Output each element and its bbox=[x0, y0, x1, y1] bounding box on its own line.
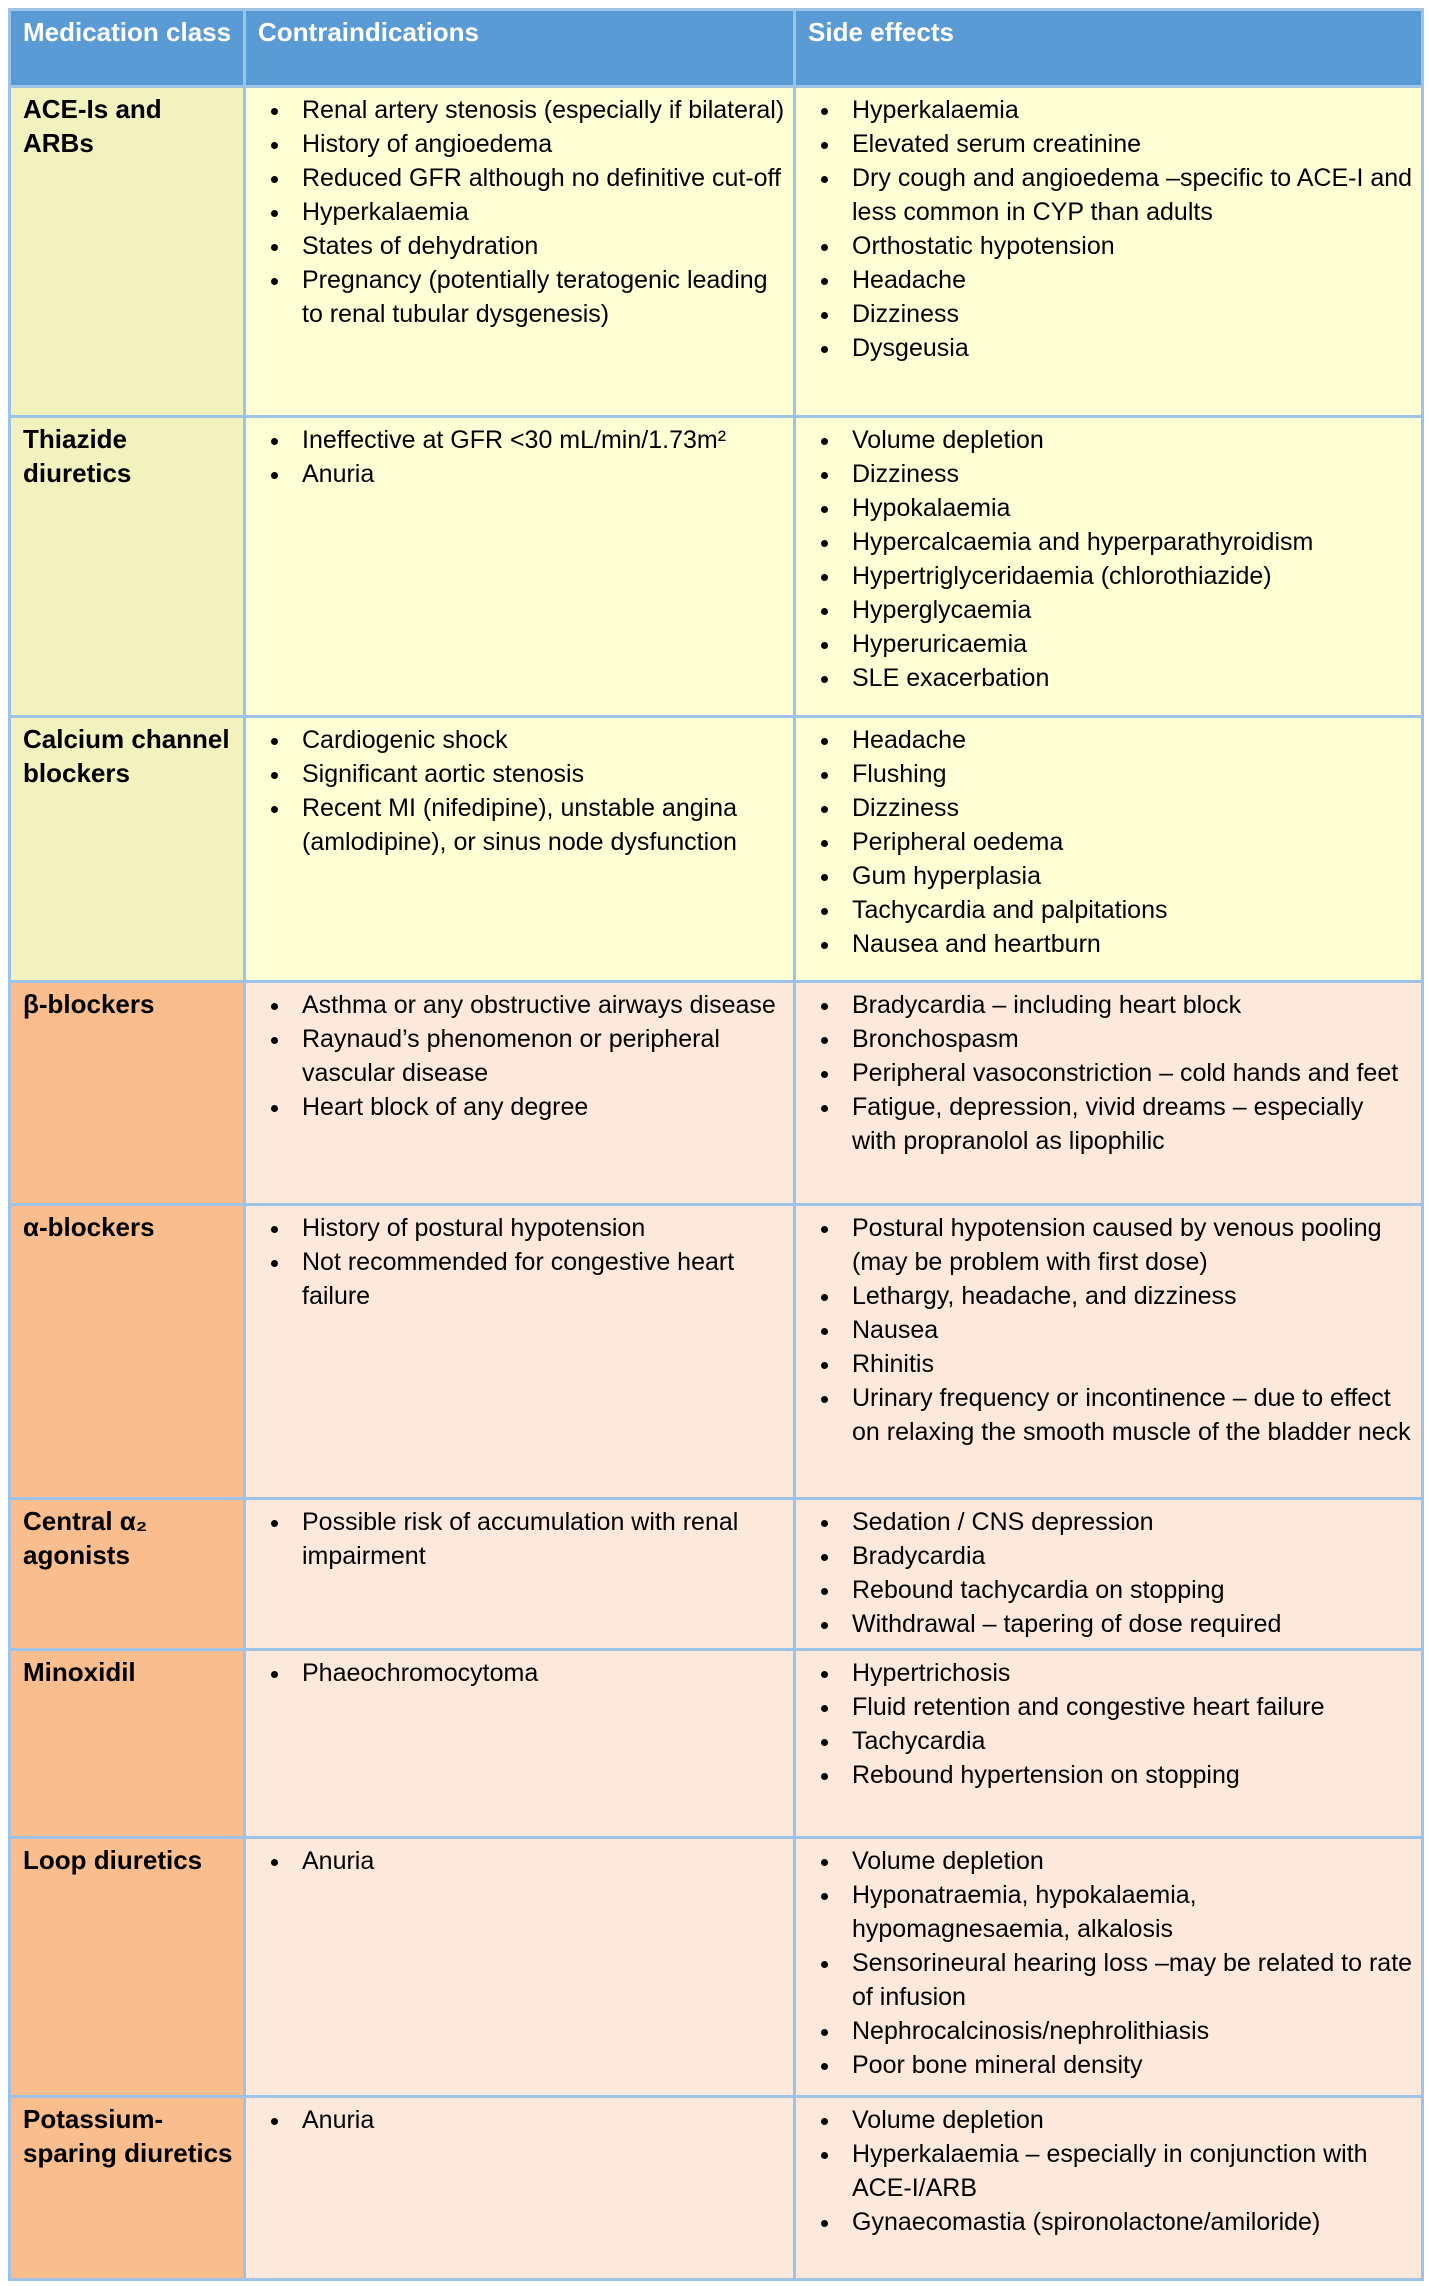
bullet-item: • Orthostatic hypotension bbox=[842, 229, 1413, 263]
table-body bbox=[10, 87, 1423, 2280]
bullet-item: • History of angioedema bbox=[292, 127, 785, 161]
side-effects-cell bbox=[795, 1650, 1423, 1838]
header-medication-class: Medication class bbox=[10, 10, 245, 87]
side-effects-list bbox=[796, 93, 1413, 365]
bullet-item: • Sensorineural hearing loss –may be related to rate of infusion bbox=[842, 1946, 1413, 2014]
bullet-item: • Asthma or any obstructive airways disease bbox=[292, 988, 785, 1022]
contraindications-cell bbox=[245, 1205, 795, 1499]
table-row bbox=[10, 417, 1423, 717]
table-row bbox=[10, 717, 1423, 982]
side-effects-list bbox=[796, 1211, 1413, 1449]
bullet-item: • Peripheral vasoconstriction – cold hands and feet bbox=[842, 1056, 1413, 1090]
contraindications-cell bbox=[245, 87, 795, 417]
bullet-item: • Fluid retention and congestive heart failure bbox=[842, 1690, 1413, 1724]
table-row bbox=[10, 1650, 1423, 1838]
bullet-item: • Cardiogenic shock bbox=[292, 723, 785, 757]
bullet-item: • Anuria bbox=[292, 1844, 785, 1878]
contraindications-cell bbox=[245, 1499, 795, 1650]
medication-class-cell: Central α₂ agonists bbox=[10, 1499, 245, 1650]
bullet-item: • Headache bbox=[842, 723, 1413, 757]
bullet-item: • Anuria bbox=[292, 2103, 785, 2137]
bullet-item: • Pregnancy (potentially teratogenic leading to renal tubular dysgenesis) bbox=[292, 263, 785, 331]
bullet-item: • Phaeochromocytoma bbox=[292, 1656, 785, 1690]
bullet-item: • Lethargy, headache, and dizziness bbox=[842, 1279, 1413, 1313]
contraindications-list bbox=[246, 2103, 785, 2137]
medication-class-cell: ACE-Is and ARBs bbox=[10, 87, 245, 417]
bullet-item: • Bronchospasm bbox=[842, 1022, 1413, 1056]
table-row bbox=[10, 1205, 1423, 1499]
side-effects-cell bbox=[795, 417, 1423, 717]
side-effects-list bbox=[796, 1656, 1413, 1792]
side-effects-list bbox=[796, 423, 1413, 695]
bullet-item: • Renal artery stenosis (especially if bilateral) bbox=[292, 93, 785, 127]
bullet-item: • Poor bone mineral density bbox=[842, 2048, 1413, 2082]
bullet-item: • Urinary frequency or incontinence – due to effect on relaxing the smooth muscle of the bladder neck bbox=[842, 1381, 1413, 1449]
bullet-item: • Tachycardia and palpitations bbox=[842, 893, 1413, 927]
bullet-item: • Hypercalcaemia and hyperparathyroidism bbox=[842, 525, 1413, 559]
bullet-item: • History of postural hypotension bbox=[292, 1211, 785, 1245]
bullet-item: • Volume depletion bbox=[842, 2103, 1413, 2137]
medication-table bbox=[8, 8, 1424, 2281]
side-effects-list bbox=[796, 1844, 1413, 2082]
bullet-item: • Recent MI (nifedipine), unstable angina (amlodipine), or sinus node dysfunction bbox=[292, 791, 785, 859]
bullet-item: • Bradycardia bbox=[842, 1539, 1413, 1573]
bullet-item: • Dry cough and angioedema –specific to ACE-I and less common in CYP than adults bbox=[842, 161, 1413, 229]
bullet-item: • Hyperglycaemia bbox=[842, 593, 1413, 627]
bullet-item: • Nausea bbox=[842, 1313, 1413, 1347]
contraindications-cell bbox=[245, 417, 795, 717]
bullet-item: • Withdrawal – tapering of dose required bbox=[842, 1607, 1413, 1641]
bullet-item: • Possible risk of accumulation with renal impairment bbox=[292, 1505, 785, 1573]
contraindications-cell bbox=[245, 1838, 795, 2097]
bullet-item: • Hyperkalaemia – especially in conjunction with ACE-I/ARB bbox=[842, 2137, 1413, 2205]
bullet-item: • Tachycardia bbox=[842, 1724, 1413, 1758]
contraindications-list bbox=[246, 1656, 785, 1690]
medication-class-cell: Potassium-sparing diuretics bbox=[10, 2097, 245, 2280]
medication-class-cell: α-blockers bbox=[10, 1205, 245, 1499]
bullet-item: • Volume depletion bbox=[842, 423, 1413, 457]
side-effects-cell bbox=[795, 1205, 1423, 1499]
side-effects-cell bbox=[795, 1499, 1423, 1650]
bullet-item: • Postural hypotension caused by venous pooling (may be problem with first dose) bbox=[842, 1211, 1413, 1279]
bullet-item: • Elevated serum creatinine bbox=[842, 127, 1413, 161]
bullet-item: • Volume depletion bbox=[842, 1844, 1413, 1878]
table-header bbox=[10, 10, 1423, 87]
side-effects-list bbox=[796, 2103, 1413, 2239]
table-row bbox=[10, 982, 1423, 1205]
contraindications-cell bbox=[245, 2097, 795, 2280]
table-row bbox=[10, 1499, 1423, 1650]
bullet-item: • Ineffective at GFR <30 mL/min/1.73m² bbox=[292, 423, 785, 457]
side-effects-cell bbox=[795, 87, 1423, 417]
bullet-item: • Dizziness bbox=[842, 297, 1413, 331]
bullet-item: • Rhinitis bbox=[842, 1347, 1413, 1381]
bullet-item: • Flushing bbox=[842, 757, 1413, 791]
side-effects-cell bbox=[795, 2097, 1423, 2280]
bullet-item: • Dizziness bbox=[842, 457, 1413, 491]
side-effects-list bbox=[796, 1505, 1413, 1641]
side-effects-cell bbox=[795, 982, 1423, 1205]
medication-class-cell: Loop diuretics bbox=[10, 1838, 245, 2097]
bullet-item: • States of dehydration bbox=[292, 229, 785, 263]
bullet-item: • Not recommended for congestive heart failure bbox=[292, 1245, 785, 1313]
bullet-item: • Rebound hypertension on stopping bbox=[842, 1758, 1413, 1792]
bullet-item: • Hyponatraemia, hypokalaemia, hypomagnesaemia, alkalosis bbox=[842, 1878, 1413, 1946]
bullet-item: • Gum hyperplasia bbox=[842, 859, 1413, 893]
medication-class-cell: β-blockers bbox=[10, 982, 245, 1205]
header-side-effects: Side effects bbox=[795, 10, 1423, 87]
contraindications-cell bbox=[245, 982, 795, 1205]
bullet-item: • Headache bbox=[842, 263, 1413, 297]
contraindications-list bbox=[246, 988, 785, 1124]
bullet-item: • Heart block of any degree bbox=[292, 1090, 785, 1124]
bullet-item: • Reduced GFR although no definitive cut-off bbox=[292, 161, 785, 195]
bullet-item: • Bradycardia – including heart block bbox=[842, 988, 1413, 1022]
bullet-item: • Sedation / CNS depression bbox=[842, 1505, 1413, 1539]
medication-class-cell: Minoxidil bbox=[10, 1650, 245, 1838]
contraindications-list bbox=[246, 1505, 785, 1573]
bullet-item: • Rebound tachycardia on stopping bbox=[842, 1573, 1413, 1607]
bullet-item: • Fatigue, depression, vivid dreams – especially with propranolol as lipophilic bbox=[842, 1090, 1413, 1158]
table-row bbox=[10, 1838, 1423, 2097]
medication-class-cell: Thiazide diuretics bbox=[10, 417, 245, 717]
side-effects-list bbox=[796, 988, 1413, 1158]
contraindications-list bbox=[246, 93, 785, 331]
bullet-item: • Dizziness bbox=[842, 791, 1413, 825]
bullet-item: • Nausea and heartburn bbox=[842, 927, 1413, 961]
header-row bbox=[10, 10, 1423, 87]
bullet-item: • SLE exacerbation bbox=[842, 661, 1413, 695]
contraindications-list bbox=[246, 423, 785, 491]
header-contraindications: Contraindications bbox=[245, 10, 795, 87]
bullet-item: • Significant aortic stenosis bbox=[292, 757, 785, 791]
contraindications-list bbox=[246, 1844, 785, 1878]
side-effects-cell bbox=[795, 1838, 1423, 2097]
bullet-item: • Hypertriglyceridaemia (chlorothiazide) bbox=[842, 559, 1413, 593]
table-row bbox=[10, 2097, 1423, 2280]
contraindications-cell bbox=[245, 1650, 795, 1838]
bullet-item: • Hypokalaemia bbox=[842, 491, 1413, 525]
side-effects-list bbox=[796, 723, 1413, 961]
table-row bbox=[10, 87, 1423, 417]
side-effects-cell bbox=[795, 717, 1423, 982]
bullet-item: • Hyperkalaemia bbox=[842, 93, 1413, 127]
bullet-item: • Peripheral oedema bbox=[842, 825, 1413, 859]
bullet-item: • Hypertrichosis bbox=[842, 1656, 1413, 1690]
bullet-item: • Dysgeusia bbox=[842, 331, 1413, 365]
bullet-item: • Gynaecomastia (spironolactone/amiloride) bbox=[842, 2205, 1413, 2239]
contraindications-list bbox=[246, 723, 785, 859]
medication-class-cell: Calcium channel blockers bbox=[10, 717, 245, 982]
bullet-item: • Anuria bbox=[292, 457, 785, 491]
bullet-item: • Hyperuricaemia bbox=[842, 627, 1413, 661]
bullet-item: • Nephrocalcinosis/nephrolithiasis bbox=[842, 2014, 1413, 2048]
contraindications-cell bbox=[245, 717, 795, 982]
bullet-item: • Hyperkalaemia bbox=[292, 195, 785, 229]
bullet-item: • Raynaud’s phenomenon or peripheral vascular disease bbox=[292, 1022, 785, 1090]
contraindications-list bbox=[246, 1211, 785, 1313]
